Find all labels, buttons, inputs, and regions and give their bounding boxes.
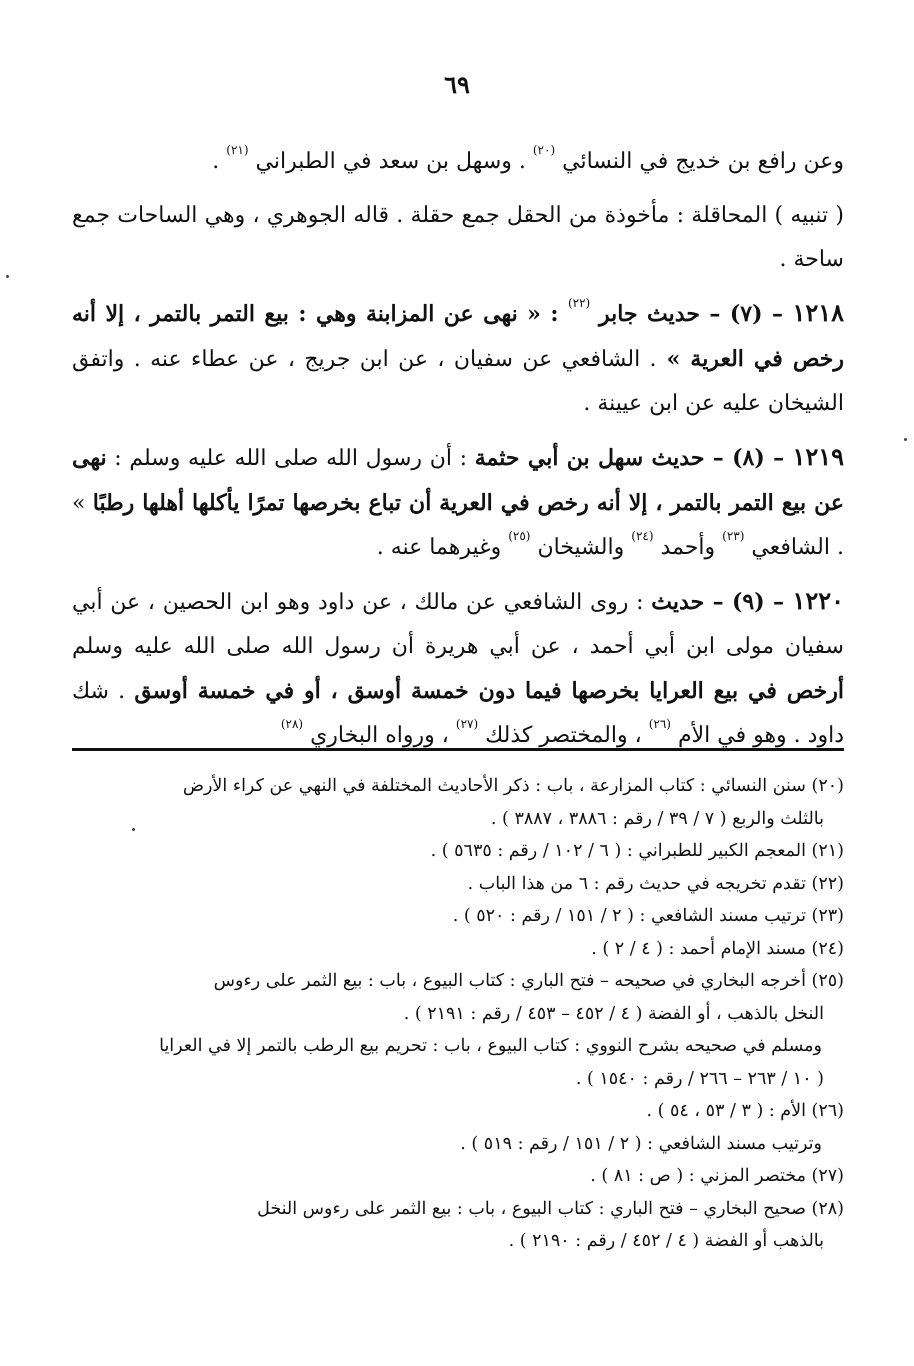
text-segment: . شك داود . وهو في الأم bbox=[72, 679, 844, 748]
footnote-ref: (٢٨) bbox=[280, 717, 304, 731]
text-segment: ، ورواه البخاري bbox=[310, 723, 456, 748]
text-segment: وغيرهما عنه . bbox=[376, 535, 509, 560]
footnotes bbox=[72, 770, 844, 1258]
text-segment: وعن رافع بن خديج في النسائي bbox=[562, 149, 844, 174]
text-segment: . bbox=[212, 149, 227, 174]
text-segment: : روى الشافعي عن مالك ، عن داود وهو ابن الحصين ، عن أبي سفيان مولى ابن أبي أحمد ، عن أبي هريرة أن رسول الله صلى الله عليه وسلم bbox=[72, 590, 844, 659]
text-segment: . الشافعي عن سفيان ، عن ابن جريج ، عن عطاء عنه . واتفق الشيخان عليه عن ابن عيينة . bbox=[72, 347, 844, 416]
footnote-divider bbox=[72, 748, 844, 751]
main-text bbox=[72, 140, 844, 767]
footnote-21: (٢١) المعجم الكبير للطبراني : ( ٦ / ١٠٢ / رقم : ٥٦٣٥ ) . bbox=[430, 841, 844, 861]
hadith-heading: – (٧) – حديث جابر bbox=[599, 301, 793, 327]
footnote-28-continued: بالذهب أو الفضة ( ٤ / ٤٥٢ / رقم : ٢١٩٠ ) . bbox=[508, 1231, 824, 1251]
footnote-ref: (٢٤) bbox=[631, 529, 654, 543]
footnote-20-continued: بالثلث والربع ( ٧ / ٣٩ / رقم : ٣٨٨٦ ، ٣٨٨٧ ) . bbox=[490, 808, 824, 829]
footnote-ref: (٢٠) bbox=[532, 143, 556, 157]
text-segment: ( تنبيه ) المحاقلة : مأخوذة من الحقل جمع حقلة . قاله الجوهري ، وهي الساحات جمع ساحة . bbox=[72, 203, 844, 272]
hadith-text: : « نهى عن المزابنة وهي : بيع التمر بالتمر ، إلا أنه رخص في العرية » bbox=[72, 301, 845, 372]
text-segment: ، والمختصر كذلك bbox=[485, 723, 649, 748]
hadith-1220 bbox=[72, 579, 844, 758]
footnote-22: (٢٢) تقدم تخريجه في حديث رقم : ٦ من هذا الباب . bbox=[467, 873, 844, 894]
hadith-heading: – (٨) – حديث سهل بن أبي حثمة bbox=[474, 445, 793, 471]
footnote-25: (٢٥) أخرجه البخاري في صحيحه – فتح الباري : كتاب البيوع ، باب : بيع الثمر على رءوس bbox=[213, 971, 844, 991]
footnote-25-continued: النخل بالذهب ، أو الفضة ( ٤ / ٤٥٢ – ٤٥٣ / رقم : ٢١٩١ ) . bbox=[403, 1003, 824, 1024]
footnote-ref: (٢٧) bbox=[455, 717, 479, 731]
hadith-1218 bbox=[72, 291, 844, 426]
footnote-28: (٢٨) صحيح البخاري – فتح الباري : كتاب البيوع ، باب : بيع الثمر على رءوس النخل bbox=[257, 1198, 844, 1219]
footnote-ref: (٢٥) bbox=[508, 529, 531, 543]
footnote-ref: (٢١) bbox=[226, 143, 249, 157]
hadith-text: أرخص في بيع العرايا بخرصها فيما دون خمسة أوسق ، أو في خمسة أوسق bbox=[134, 678, 844, 704]
footnote-ref: (٢٦) bbox=[648, 717, 671, 731]
footnote-26: (٢٦) الأم : ( ٣ / ٥٣ ، ٥٤ ) . bbox=[646, 1101, 844, 1121]
footnote-24: (٢٤) مسند الإمام أحمد : ( ٤ / ٢ ) . bbox=[591, 938, 844, 959]
hadith-number: ١٢١٩ bbox=[792, 442, 844, 471]
paragraph-narrators bbox=[72, 140, 844, 184]
hadith-heading: – (٩) – حديث bbox=[651, 589, 793, 615]
footnote-ref: (٢٢) bbox=[567, 296, 591, 310]
footnote-20: (٢٠) سنن النسائي : كتاب المزارعة ، باب : ذكر الأحاديث المختلفة في النهي عن كراء الأرض bbox=[182, 776, 844, 796]
text-segment: : أن رسول الله صلى الله عليه وسلم : bbox=[106, 446, 475, 471]
page-number: ٦٩ bbox=[444, 70, 470, 99]
paragraph-note bbox=[72, 194, 844, 282]
footnote-23: (٢٣) ترتيب مسند الشافعي : ( ٢ / ١٥١ / رقم : ٥٢٠ ) . bbox=[452, 906, 844, 926]
scan-speck bbox=[6, 275, 9, 278]
hadith-1219 bbox=[72, 435, 844, 570]
text-segment: . وسهل بن سعد في الطبراني bbox=[255, 149, 533, 174]
footnote-25-muslim-continued: ( ١٠ / ٢٦٣ – ٢٦٦ / رقم : ١٥٤٠ ) . bbox=[575, 1068, 824, 1089]
hadith-number: ١٢١٨ bbox=[792, 298, 844, 327]
text-segment: وأحمد bbox=[660, 535, 723, 560]
scan-speck bbox=[904, 438, 907, 441]
footnote-27: (٢٧) مختصر المزني : ( ص : ٨١ ) . bbox=[590, 1166, 844, 1186]
footnote-26-continued: وترتيب مسند الشافعي : ( ٢ / ١٥١ / رقم : ٥١٩ ) . bbox=[460, 1133, 822, 1154]
hadith-text: نهى عن بيع التمر بالتمر ، إلا أنه رخص في العرية أن تباع بخرصها تمرًا يأكلها أهلها رطبًا bbox=[72, 445, 845, 516]
text-segment: والشيخان bbox=[537, 535, 632, 560]
footnote-ref: (٢٣) bbox=[722, 529, 745, 543]
hadith-number: ١٢٢٠ bbox=[792, 586, 844, 615]
text-segment: » . الشافعي bbox=[72, 491, 844, 560]
scan-speck bbox=[132, 828, 135, 831]
footnote-25-muslim: ومسلم في صحيحه بشرح النووي : كتاب البيوع ، باب : تحريم بيع الرطب بالتمر إلا في العرايا bbox=[159, 1036, 822, 1056]
